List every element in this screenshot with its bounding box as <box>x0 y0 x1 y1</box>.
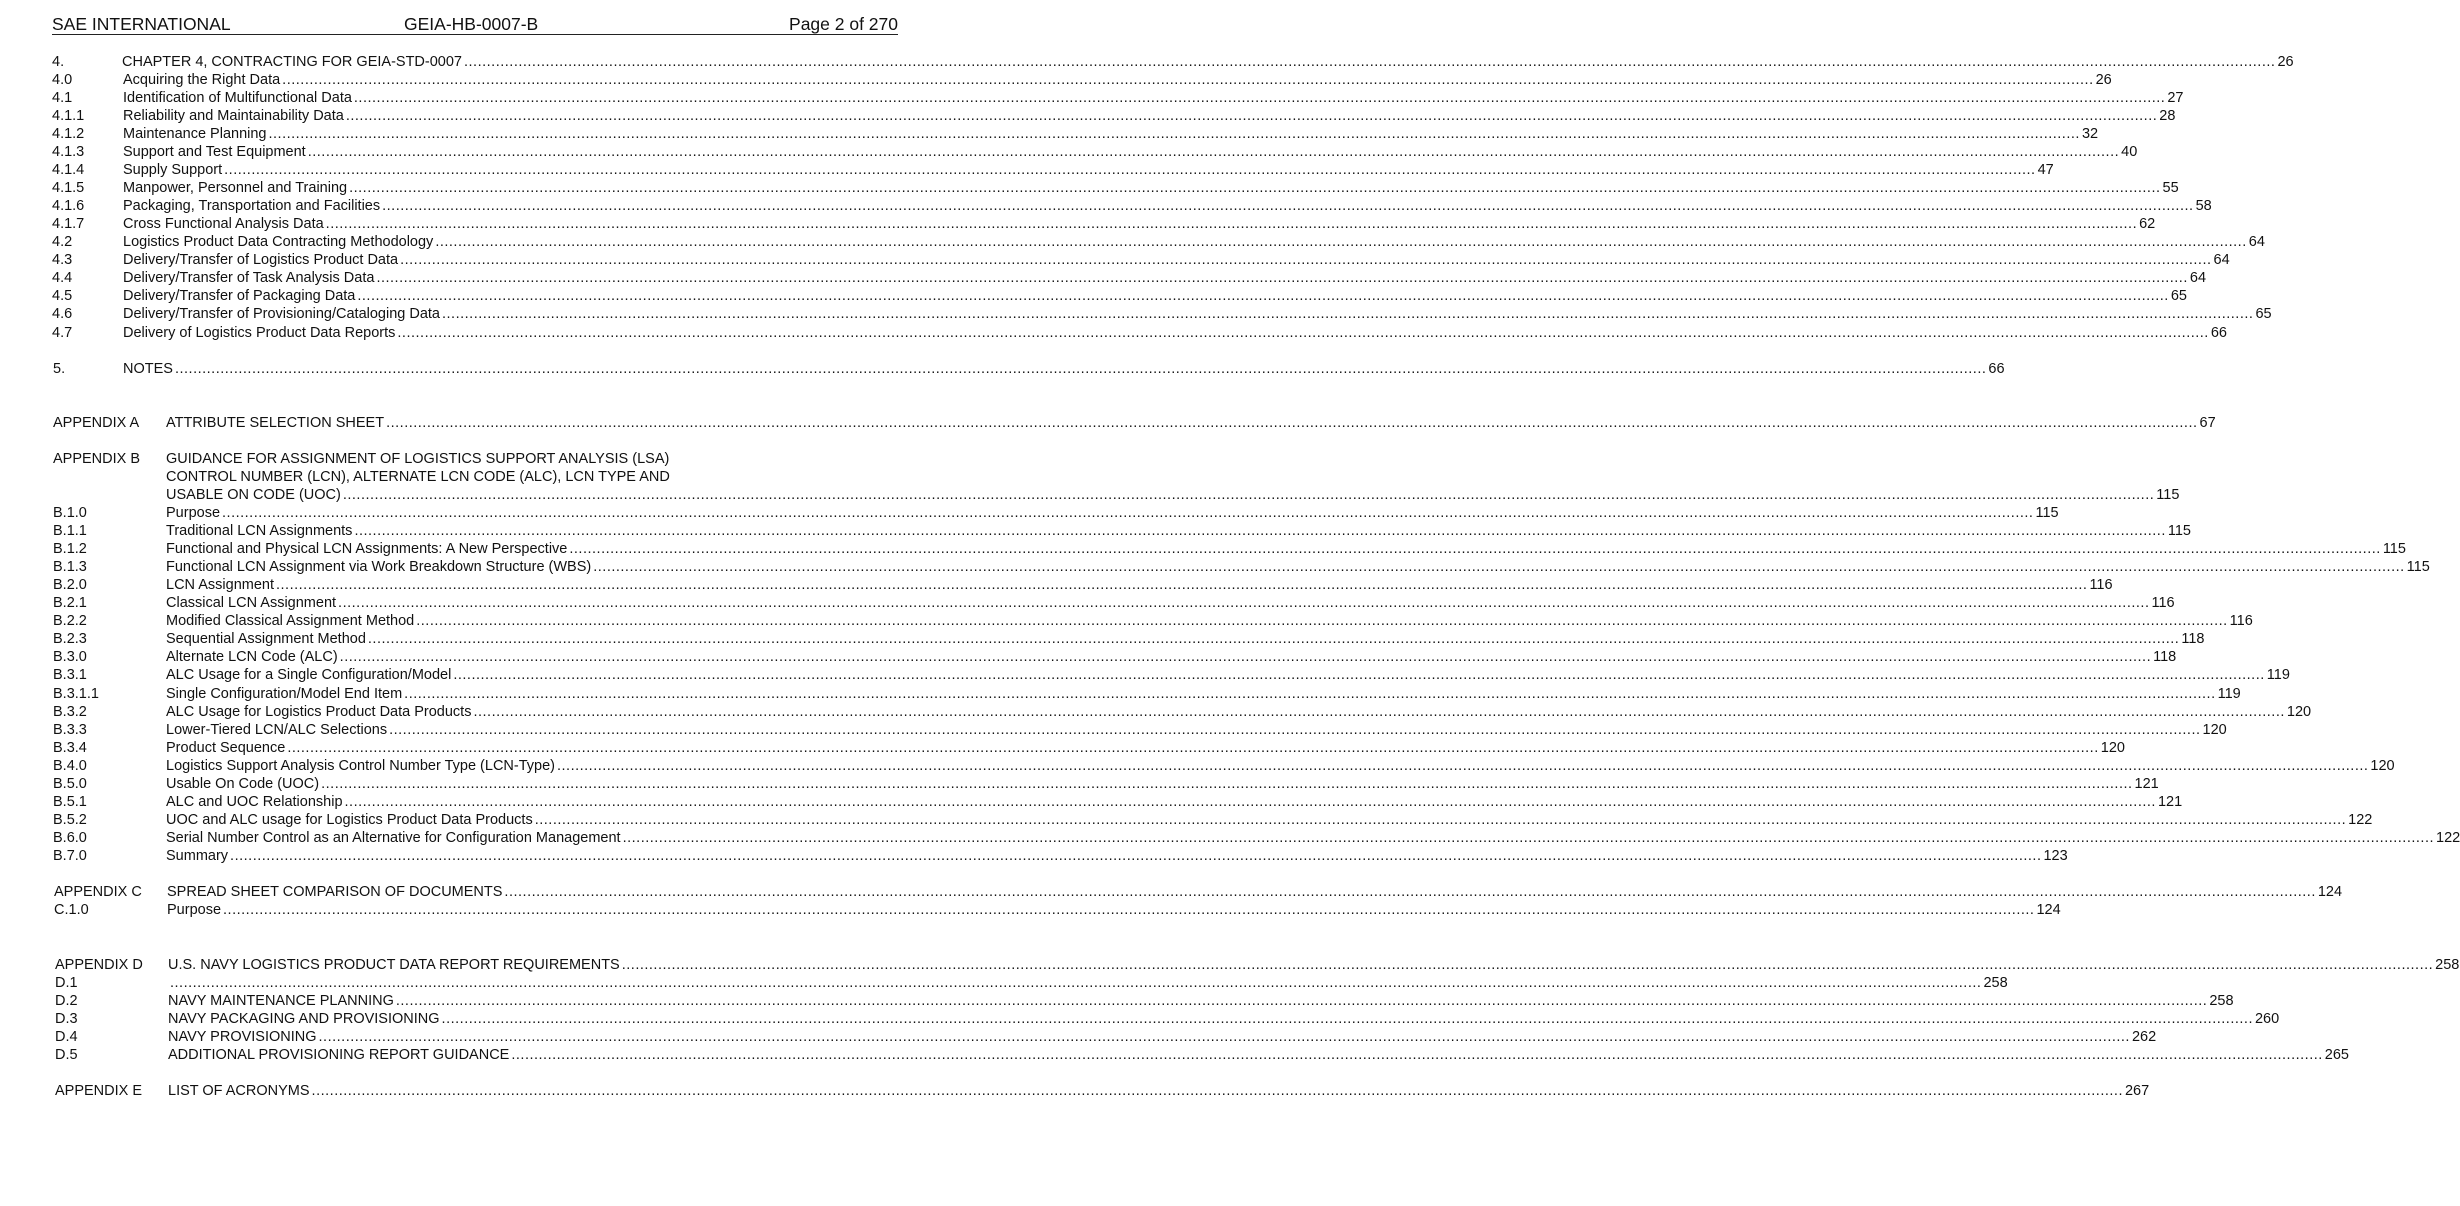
toc-leader-dots: ................................................................................................................................................................................................................................................................................................................................................................................................................ <box>453 667 2265 683</box>
toc-entry-body <box>123 71 2112 89</box>
toc-entry[interactable] <box>52 107 2176 125</box>
chapter-4-heading[interactable] <box>52 53 2294 71</box>
toc-entry-page: 115 <box>2156 487 2180 503</box>
toc-entry-number: 4.7 <box>52 325 73 341</box>
toc-leader-dots: ................................................................................................................................................................................................................................................................................................................................................................................................................ <box>344 794 2156 810</box>
toc-entry-body <box>166 775 2159 793</box>
toc-entry-page: 66 <box>2210 325 2227 341</box>
toc-entry-title: Serial Number Control as an Alternative for Configuration Management <box>166 830 621 846</box>
toc-entry[interactable] <box>53 685 2241 703</box>
toc-entry-page: 267 <box>2124 1083 2150 1099</box>
toc-entry-body <box>166 721 2227 739</box>
toc-leader-dots: ................................................................................................................................................................................................................................................................................................................................................................................................................ <box>511 1047 2323 1063</box>
toc-leader-dots: ................................................................................................................................................................................................................................................................................................................................................................................................................ <box>287 740 2099 756</box>
toc-leader-dots: ................................................................................................................................................................................................................................................................................................................................................................................................................ <box>282 72 2094 88</box>
toc-leader-dots: ................................................................................................................................................................................................................................................................................................................................................................................................................ <box>345 108 2158 124</box>
toc-entry-title: ADDITIONAL PROVISIONING REPORT GUIDANCE <box>168 1047 510 1063</box>
toc-leader-dots: ................................................................................................................................................................................................................................................................................................................................................................................................................ <box>325 216 2138 232</box>
toc-entry-page: 116 <box>2229 613 2253 629</box>
toc-entry[interactable] <box>53 721 2227 739</box>
toc-entry-number: 4.5 <box>52 288 73 304</box>
toc-leader-dots: ................................................................................................................................................................................................................................................................................................................................................................................................................ <box>357 288 2169 304</box>
toc-entry-number: 4.2 <box>52 234 73 250</box>
toc-entry-body <box>123 161 2054 179</box>
toc-entry-page: 115 <box>2167 523 2191 539</box>
toc-entry-page: 258 <box>1983 975 2008 991</box>
toc-entry-title: Delivery/Transfer of Logistics Product Data <box>123 252 399 268</box>
toc-leader-dots: ................................................................................................................................................................................................................................................................................................................................................................................................................ <box>556 758 2369 774</box>
toc-entry-page: 118 <box>2153 649 2177 665</box>
toc-entry-number: D.5 <box>55 1047 78 1063</box>
toc-entry[interactable] <box>52 161 2054 179</box>
toc-leader-dots: ................................................................................................................................................................................................................................................................................................................................................................................................................ <box>569 541 2381 557</box>
toc-leader-dots: ................................................................................................................................................................................................................................................................................................................................................................................................................ <box>404 686 2216 702</box>
toc-entry-page: 120 <box>2286 704 2312 720</box>
appendix-c-heading[interactable] <box>54 883 2343 901</box>
toc-entry-number: D.4 <box>55 1029 78 1045</box>
toc-entry-body <box>168 1010 2280 1028</box>
toc-entry-page: 258 <box>2435 957 2460 973</box>
toc-leader-dots: ................................................................................................................................................................................................................................................................................................................................................................................................................ <box>622 830 2435 846</box>
toc-entry-page: 116 <box>2151 595 2175 611</box>
toc-entry-body <box>123 143 2138 161</box>
toc-entry-title: Logistics Support Analysis Control Number Type (LCN-Type) <box>166 758 555 774</box>
toc-entry-body <box>123 360 2005 378</box>
toc-entry-body <box>123 305 2272 323</box>
toc-entry-page: 65 <box>2255 306 2272 322</box>
toc-entry-number: B.5.0 <box>53 776 87 792</box>
toc-entry-number: APPENDIX E <box>55 1083 143 1099</box>
toc-entry-number: B.3.3 <box>53 722 87 738</box>
toc-entry-number: B.5.2 <box>53 812 87 828</box>
toc-entry-page: 122 <box>2436 830 2460 846</box>
toc-entry-body <box>166 685 2241 703</box>
toc-leader-dots: ................................................................................................................................................................................................................................................................................................................................................................................................................ <box>386 415 2198 431</box>
toc-entry[interactable] <box>53 775 2159 793</box>
toc-entry[interactable] <box>52 287 2187 305</box>
toc-entry-title: Delivery/Transfer of Task Analysis Data <box>123 270 375 286</box>
toc-entry-page: 40 <box>2121 144 2138 160</box>
toc-entry-title: Functional LCN Assignment via Work Breakdown Structure (WBS) <box>166 559 592 575</box>
toc-entry-title: Acquiring the Right Data <box>123 72 281 88</box>
toc-entry-body <box>166 757 2395 775</box>
toc-leader-dots: ................................................................................................................................................................................................................................................................................................................................................................................................................ <box>376 270 2188 286</box>
toc-entry-body <box>123 197 2212 215</box>
toc-entry[interactable] <box>55 992 2234 1010</box>
toc-entry-title: Modified Classical Assignment Method <box>166 613 415 629</box>
toc-entry-body <box>166 630 2205 648</box>
toc-entry-body <box>123 179 2179 197</box>
appendix-a-heading[interactable] <box>53 414 2216 432</box>
toc-entry-body <box>123 215 2156 233</box>
toc-entry-body <box>166 576 2113 594</box>
toc-entry-body <box>166 612 2253 630</box>
toc-leader-dots: ................................................................................................................................................................................................................................................................................................................................................................................................................ <box>397 325 2209 341</box>
toc-entry-title: Classical LCN Assignment <box>166 595 337 611</box>
toc-entry-page: 115 <box>2406 559 2430 575</box>
toc-entry-body <box>166 739 2125 757</box>
toc-entry-body <box>123 89 2184 107</box>
toc-entry-page: 32 <box>2081 126 2099 142</box>
toc-entry-body <box>123 233 2265 251</box>
toc-entry[interactable] <box>53 648 2177 666</box>
toc-entry[interactable] <box>54 901 2061 919</box>
toc-entry-number: B.1.1 <box>53 523 87 539</box>
toc-entry[interactable] <box>53 703 2312 721</box>
toc-entry-body <box>166 811 2373 829</box>
toc-entry-page: 66 <box>1988 361 2005 377</box>
toc-entry-page: 118 <box>2181 631 2205 647</box>
toc-entry-title: LIST OF ACRONYMS <box>168 1083 310 1099</box>
toc-entry-title: Support and Test Equipment <box>123 144 306 160</box>
toc-leader-dots: ................................................................................................................................................................................................................................................................................................................................................................................................................ <box>338 595 2150 611</box>
toc-leader-dots: ................................................................................................................................................................................................................................................................................................................................................................................................................ <box>354 523 2166 539</box>
toc-entry-number: B.2.1 <box>53 595 87 611</box>
toc-entry-title: Purpose <box>167 902 222 918</box>
toc-entry-number: APPENDIX D <box>55 957 143 973</box>
toc-entry-number: 4.0 <box>52 72 73 88</box>
toc-leader-dots: ................................................................................................................................................................................................................................................................................................................................................................................................................ <box>621 957 2434 973</box>
toc-entry-number: 4.4 <box>52 270 73 286</box>
toc-entry[interactable] <box>52 251 2230 269</box>
toc-entry-number: B.2.2 <box>53 613 87 629</box>
toc-entry-number: 4.1.4 <box>52 162 85 178</box>
toc-entry[interactable] <box>53 847 2068 865</box>
toc-entry-body <box>168 992 2234 1010</box>
toc-entry[interactable] <box>52 143 2138 161</box>
toc-leader-dots: ................................................................................................................................................................................................................................................................................................................................................................................................................ <box>473 704 2285 720</box>
toc-leader-dots: ................................................................................................................................................................................................................................................................................................................................................................................................................ <box>230 848 2042 864</box>
appendix-b-title-line: GUIDANCE FOR ASSIGNMENT OF LOGISTICS SUPPORT ANALYSIS (LSA) <box>166 451 670 467</box>
toc-entry-number: D.3 <box>55 1011 78 1027</box>
toc-entry-page: 64 <box>2189 270 2207 286</box>
toc-entry-title: Purpose <box>166 505 221 521</box>
toc-entry-number: 4.3 <box>52 252 73 268</box>
toc-leader-dots: ................................................................................................................................................................................................................................................................................................................................................................................................................ <box>276 577 2088 593</box>
toc-entry-body <box>123 125 2099 143</box>
toc-leader-dots: ................................................................................................................................................................................................................................................................................................................................................................................................................ <box>170 975 1982 991</box>
toc-entry-title: Manpower, Personnel and Training <box>123 180 348 196</box>
toc-entry-number: APPENDIX C <box>54 884 142 900</box>
toc-entry-title: Product Sequence <box>166 740 286 756</box>
toc-entry-title: USABLE ON CODE (UOC) <box>166 487 341 503</box>
toc-entry[interactable] <box>53 811 2373 829</box>
toc-entry-number: B.1.0 <box>53 505 87 521</box>
toc-entry[interactable] <box>53 504 2059 522</box>
toc-entry-number: 4.1.5 <box>52 180 85 196</box>
toc-entry-title: Cross Functional Analysis Data <box>123 216 324 232</box>
toc-entry-body <box>166 648 2177 666</box>
toc-entry-page: 55 <box>2162 180 2179 196</box>
toc-leader-dots: ................................................................................................................................................................................................................................................................................................................................................................................................................ <box>342 487 2155 503</box>
appendix-e-heading[interactable] <box>55 1082 2150 1100</box>
toc-entry-page: 115 <box>2382 541 2406 557</box>
toc-entry-title: ALC Usage for a Single Configuration/Model <box>166 667 452 683</box>
header-page-number: Page 2 of 270 <box>789 14 898 34</box>
toc-entry-page: 116 <box>2089 577 2113 593</box>
toc-entry-number: B.3.1.1 <box>53 686 99 702</box>
toc-entry-body <box>166 829 2460 847</box>
toc-entry-page: 28 <box>2159 108 2176 124</box>
toc-entry[interactable] <box>52 89 2184 107</box>
toc-entry-title: Summary <box>166 848 229 864</box>
appendix-b-label: APPENDIX B <box>53 451 141 467</box>
toc-entry-number: B.3.2 <box>53 704 87 720</box>
toc-entry-title: Identification of Multifunctional Data <box>123 90 352 106</box>
toc-entry-title: NAVY PACKAGING AND PROVISIONING <box>168 1011 440 1027</box>
toc-entry-title: NAVY PROVISIONING <box>168 1029 317 1045</box>
appendix-b-title-line: CONTROL NUMBER (LCN), ALTERNATE LCN CODE (ALC), LCN TYPE AND <box>166 469 670 485</box>
toc-entry-body <box>166 703 2312 721</box>
toc-entry-title: Delivery of Logistics Product Data Reports <box>123 325 396 341</box>
toc-leader-dots: ................................................................................................................................................................................................................................................................................................................................................................................................................ <box>321 776 2133 792</box>
toc-entry-body <box>123 107 2176 125</box>
toc-entry-page: 258 <box>2209 993 2234 1009</box>
toc-entry-number: B.1.2 <box>53 541 87 557</box>
toc-entry-title: UOC and ALC usage for Logistics Product Data Products <box>166 812 533 828</box>
toc-entry-title: Usable On Code (UOC) <box>166 776 320 792</box>
toc-entry[interactable] <box>53 558 2430 576</box>
toc-entry[interactable] <box>52 233 2265 251</box>
toc-entry-page: 64 <box>2248 234 2265 250</box>
toc-entry-body <box>166 594 2175 612</box>
toc-entry-page: 122 <box>2348 812 2373 828</box>
toc-leader-dots: ................................................................................................................................................................................................................................................................................................................................................................................................................ <box>435 234 2247 250</box>
toc-entry-page: 26 <box>2277 54 2294 70</box>
toc-entry-title: U.S. NAVY LOGISTICS PRODUCT DATA REPORT REQUIREMENTS <box>168 957 620 973</box>
toc-entry[interactable] <box>53 522 2191 540</box>
toc-entry[interactable] <box>53 576 2113 594</box>
toc-entry-body <box>168 1028 2157 1046</box>
toc-entry-page: 262 <box>2131 1029 2157 1045</box>
toc-entry[interactable] <box>52 305 2272 323</box>
toc-leader-dots: ................................................................................................................................................................................................................................................................................................................................................................................................................ <box>400 252 2212 268</box>
toc-entry-title: Delivery/Transfer of Packaging Data <box>123 288 356 304</box>
toc-entry[interactable] <box>52 197 2212 215</box>
toc-entry[interactable] <box>53 540 2406 558</box>
toc-entry-title: SPREAD SHEET COMPARISON OF DOCUMENTS <box>167 884 503 900</box>
toc-entry[interactable] <box>52 269 2207 287</box>
toc-entry-title: Supply Support <box>123 162 223 178</box>
toc-entry-title: Traditional LCN Assignments <box>166 523 353 539</box>
toc-entry-title: Alternate LCN Code (ALC) <box>166 649 338 665</box>
toc-entry-page: 64 <box>2213 252 2230 268</box>
toc-leader-dots: ................................................................................................................................................................................................................................................................................................................................................................................................................ <box>464 54 2276 70</box>
toc-entry-page: 119 <box>2266 667 2290 683</box>
toc-entry[interactable] <box>55 1028 2157 1046</box>
toc-entry-page: 123 <box>2043 848 2068 864</box>
toc-entry-title: Single Configuration/Model End Item <box>166 686 403 702</box>
toc-entry[interactable] <box>53 757 2395 775</box>
toc-leader-dots: ................................................................................................................................................................................................................................................................................................................................................................................................................ <box>222 505 2034 521</box>
toc-entry[interactable] <box>55 974 2008 992</box>
toc-entry-page: 120 <box>2202 722 2227 738</box>
toc-entry-number: B.1.3 <box>53 559 87 575</box>
toc-leader-dots: ................................................................................................................................................................................................................................................................................................................................................................................................................ <box>318 1029 2130 1045</box>
toc-entry-number: C.1.0 <box>54 902 89 918</box>
toc-entry-page: 265 <box>2324 1047 2349 1063</box>
toc-entry-body <box>167 883 2343 901</box>
toc-entry-body <box>166 793 2183 811</box>
toc-leader-dots: ................................................................................................................................................................................................................................................................................................................................................................................................................ <box>223 902 2035 918</box>
toc-entry-number: 4.1.7 <box>52 216 85 232</box>
toc-leader-dots: ................................................................................................................................................................................................................................................................................................................................................................................................................ <box>307 144 2120 160</box>
toc-entry-page: 67 <box>2199 415 2216 431</box>
chapter-5-heading[interactable] <box>53 360 2005 378</box>
toc-entry-body <box>168 956 2460 974</box>
toc-entry-title: Packaging, Transportation and Facilities <box>123 198 381 214</box>
toc-entry-body <box>166 540 2406 558</box>
toc-entry-page: 121 <box>2157 794 2183 810</box>
toc-entry[interactable] <box>52 125 2099 143</box>
toc-entry-number: B.6.0 <box>53 830 87 846</box>
toc-entry-body <box>123 251 2230 269</box>
toc-entry-page: 124 <box>2036 902 2061 918</box>
toc-entry-title: Sequential Assignment Method <box>166 631 366 647</box>
toc-entry-number: 4.1.3 <box>52 144 85 160</box>
toc-entry-number: B.7.0 <box>53 848 87 864</box>
toc-entry-body <box>166 847 2068 865</box>
toc-entry-number: 4.6 <box>52 306 73 322</box>
toc-entry-body <box>123 287 2187 305</box>
toc-entry-number: B.2.0 <box>53 577 87 593</box>
toc-entry-page: 260 <box>2254 1011 2280 1027</box>
toc-leader-dots: ................................................................................................................................................................................................................................................................................................................................................................................................................ <box>349 180 2161 196</box>
toc-entry-number: 5. <box>53 361 66 377</box>
toc-entry[interactable] <box>55 1046 2349 1064</box>
toc-entry-number: B.5.1 <box>53 794 87 810</box>
toc-entry-page: 115 <box>2035 505 2059 521</box>
toc-entry-body <box>167 901 2061 919</box>
toc-entry-page: 26 <box>2095 72 2112 88</box>
toc-entry[interactable] <box>52 179 2179 197</box>
toc-entry-body <box>168 1046 2349 1064</box>
toc-entry[interactable] <box>53 829 2460 847</box>
toc-leader-dots: ................................................................................................................................................................................................................................................................................................................................................................................................................ <box>268 126 2080 142</box>
toc-entry-number: D.1 <box>55 975 78 991</box>
toc-entry-body <box>122 53 2294 71</box>
toc-entry-title: Lower-Tiered LCN/ALC Selections <box>166 722 388 738</box>
toc-entry[interactable] <box>53 739 2125 757</box>
toc-entry-title: Reliability and Maintainability Data <box>123 108 344 124</box>
toc-entry-page: 124 <box>2317 884 2343 900</box>
toc-entry-page: 120 <box>2100 740 2125 756</box>
toc-entry-body <box>166 414 2216 432</box>
toc-entry-body <box>168 974 2008 992</box>
toc-entry-body <box>166 504 2059 522</box>
toc-leader-dots: ................................................................................................................................................................................................................................................................................................................................................................................................................ <box>442 306 2254 322</box>
toc-entry-title: ALC Usage for Logistics Product Data Products <box>166 704 472 720</box>
toc-entry-title: LCN Assignment <box>166 577 274 593</box>
toc-entry-body <box>123 324 2227 342</box>
toc-leader-dots: ................................................................................................................................................................................................................................................................................................................................................................................................................ <box>224 162 2036 178</box>
toc-entry[interactable] <box>53 630 2205 648</box>
toc-entry-body <box>123 269 2207 287</box>
toc-entry[interactable] <box>53 666 2290 684</box>
toc-entry-title: Delivery/Transfer of Provisioning/Cataloging Data <box>123 306 440 322</box>
toc-entry-number: B.3.0 <box>53 649 87 665</box>
toc-entry-number: 4.1.2 <box>52 126 85 142</box>
toc-entry-number: B.3.4 <box>53 740 87 756</box>
toc-leader-dots: ................................................................................................................................................................................................................................................................................................................................................................................................................ <box>311 1083 2123 1099</box>
toc-entry-title: Functional and Physical LCN Assignments: A New Perspective <box>166 541 568 557</box>
toc-entry-page: 27 <box>2167 90 2184 106</box>
toc-entry[interactable] <box>52 71 2112 89</box>
toc-entry-number: B.2.3 <box>53 631 87 647</box>
header-org: SAE INTERNATIONAL <box>52 14 231 34</box>
toc-entry-number: B.4.0 <box>53 758 87 774</box>
toc-leader-dots: ................................................................................................................................................................................................................................................................................................................................................................................................................ <box>389 722 2201 738</box>
toc-entry-body <box>166 558 2430 576</box>
toc-entry-page: 47 <box>2037 162 2054 178</box>
toc-entry-number: APPENDIX A <box>53 415 140 431</box>
toc-entry-title: CHAPTER 4, CONTRACTING FOR GEIA-STD-0007 <box>122 54 462 70</box>
toc-entry-body <box>166 522 2191 540</box>
toc-entry-page: 121 <box>2134 776 2159 792</box>
toc-entry-title: NOTES <box>123 361 173 377</box>
toc-leader-dots: ................................................................................................................................................................................................................................................................................................................................................................................................................ <box>367 631 2180 647</box>
toc-entry[interactable] <box>53 612 2253 630</box>
toc-entry[interactable] <box>55 1010 2280 1028</box>
toc-leader-dots: ................................................................................................................................................................................................................................................................................................................................................................................................................ <box>534 812 2347 828</box>
toc-leader-dots: ................................................................................................................................................................................................................................................................................................................................................................................................................ <box>441 1011 2253 1027</box>
appendix-b-heading[interactable] <box>166 486 2180 504</box>
toc-entry[interactable] <box>53 793 2183 811</box>
toc-leader-dots: ................................................................................................................................................................................................................................................................................................................................................................................................................ <box>593 559 2405 575</box>
toc-entry-number: 4. <box>52 54 65 70</box>
toc-leader-dots: ................................................................................................................................................................................................................................................................................................................................................................................................................ <box>174 361 1987 377</box>
toc-entry-title: ATTRIBUTE SELECTION SHEET <box>166 415 385 431</box>
toc-entry-number: 4.1.1 <box>52 108 85 124</box>
toc-entry-title: NAVY MAINTENANCE PLANNING <box>168 993 394 1009</box>
header-doc-id: GEIA-HB-0007-B <box>404 14 539 34</box>
toc-entry[interactable] <box>52 324 2227 342</box>
toc-entry-title: Maintenance Planning <box>123 126 267 142</box>
toc-entry-number: D.2 <box>55 993 78 1009</box>
toc-entry-title: Logistics Product Data Contracting Methodology <box>123 234 434 250</box>
toc-leader-dots: ................................................................................................................................................................................................................................................................................................................................................................................................................ <box>382 198 2194 214</box>
toc-entry-number: 4.1.6 <box>52 198 85 214</box>
toc-entry-title: ALC and UOC Relationship <box>166 794 343 810</box>
toc-leader-dots: ................................................................................................................................................................................................................................................................................................................................................................................................................ <box>416 613 2228 629</box>
toc-entry-body <box>166 666 2290 684</box>
toc-entry[interactable] <box>53 594 2175 612</box>
toc-entry-page: 58 <box>2195 198 2212 214</box>
toc-entry-page: 62 <box>2139 216 2156 232</box>
toc-leader-dots: ................................................................................................................................................................................................................................................................................................................................................................................................................ <box>353 90 2166 106</box>
toc-leader-dots: ................................................................................................................................................................................................................................................................................................................................................................................................................ <box>339 649 2152 665</box>
toc-entry-page: 120 <box>2370 758 2395 774</box>
toc-leader-dots: ................................................................................................................................................................................................................................................................................................................................................................................................................ <box>504 884 2316 900</box>
toc-entry-body <box>168 1082 2150 1100</box>
appendix-d-heading[interactable] <box>55 956 2460 974</box>
toc-leader-dots: ................................................................................................................................................................................................................................................................................................................................................................................................................ <box>395 993 2208 1009</box>
toc-entry-page: 65 <box>2170 288 2187 304</box>
toc-entry-number: B.3.1 <box>53 667 87 683</box>
toc-entry-page: 119 <box>2217 686 2241 702</box>
toc-entry[interactable] <box>52 215 2156 233</box>
toc-entry-number: 4.1 <box>52 90 73 106</box>
